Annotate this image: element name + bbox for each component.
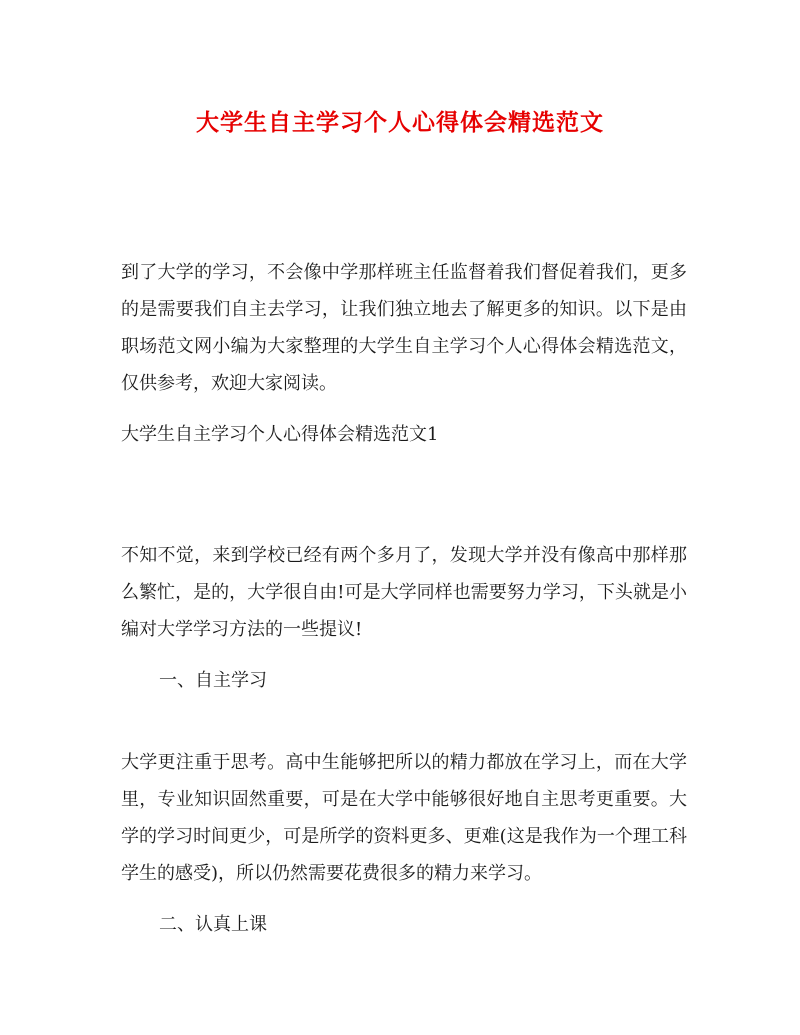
essay-subtitle: 大学生自主学习个人心得体会精选范文1 — [121, 424, 439, 445]
body-paragraph: 大学更注重于思考。高中生能够把所以的精力都放在学习上，而在大学里，专业知识固然重要，可是在大学中能够很好地自主思考更重要。大学的学习时间更少，可是所学的资料更多、更难(这是我作为一个理工科学生的感受)，所以仍然需要花费很多的精力来学习。 — [121, 752, 687, 884]
body-paragraph: 不知不觉，来到学校已经有两个多月了，发现大学并没有像高中那样那么繁忙，是的，大学很自由!可是大学同样也需要努力学习，下头就是小编对大学学习方法的一些提议! — [121, 545, 687, 640]
section-heading-attend-class: 二、认真上课 — [159, 914, 267, 935]
section-heading-self-study: 一、自主学习 — [159, 670, 267, 691]
document-title: 大学生自主学习个人心得体会精选范文 — [196, 109, 604, 136]
intro-paragraph: 到了大学的学习，不会像中学那样班主任监督着我们督促着我们，更多的是需要我们自主去学习，让我们独立地去了解更多的知识。以下是由职场范文网小编为大家整理的大学生自主学习个人心得体会精选范文，仅供参考，欢迎大家阅读。 — [121, 262, 687, 394]
